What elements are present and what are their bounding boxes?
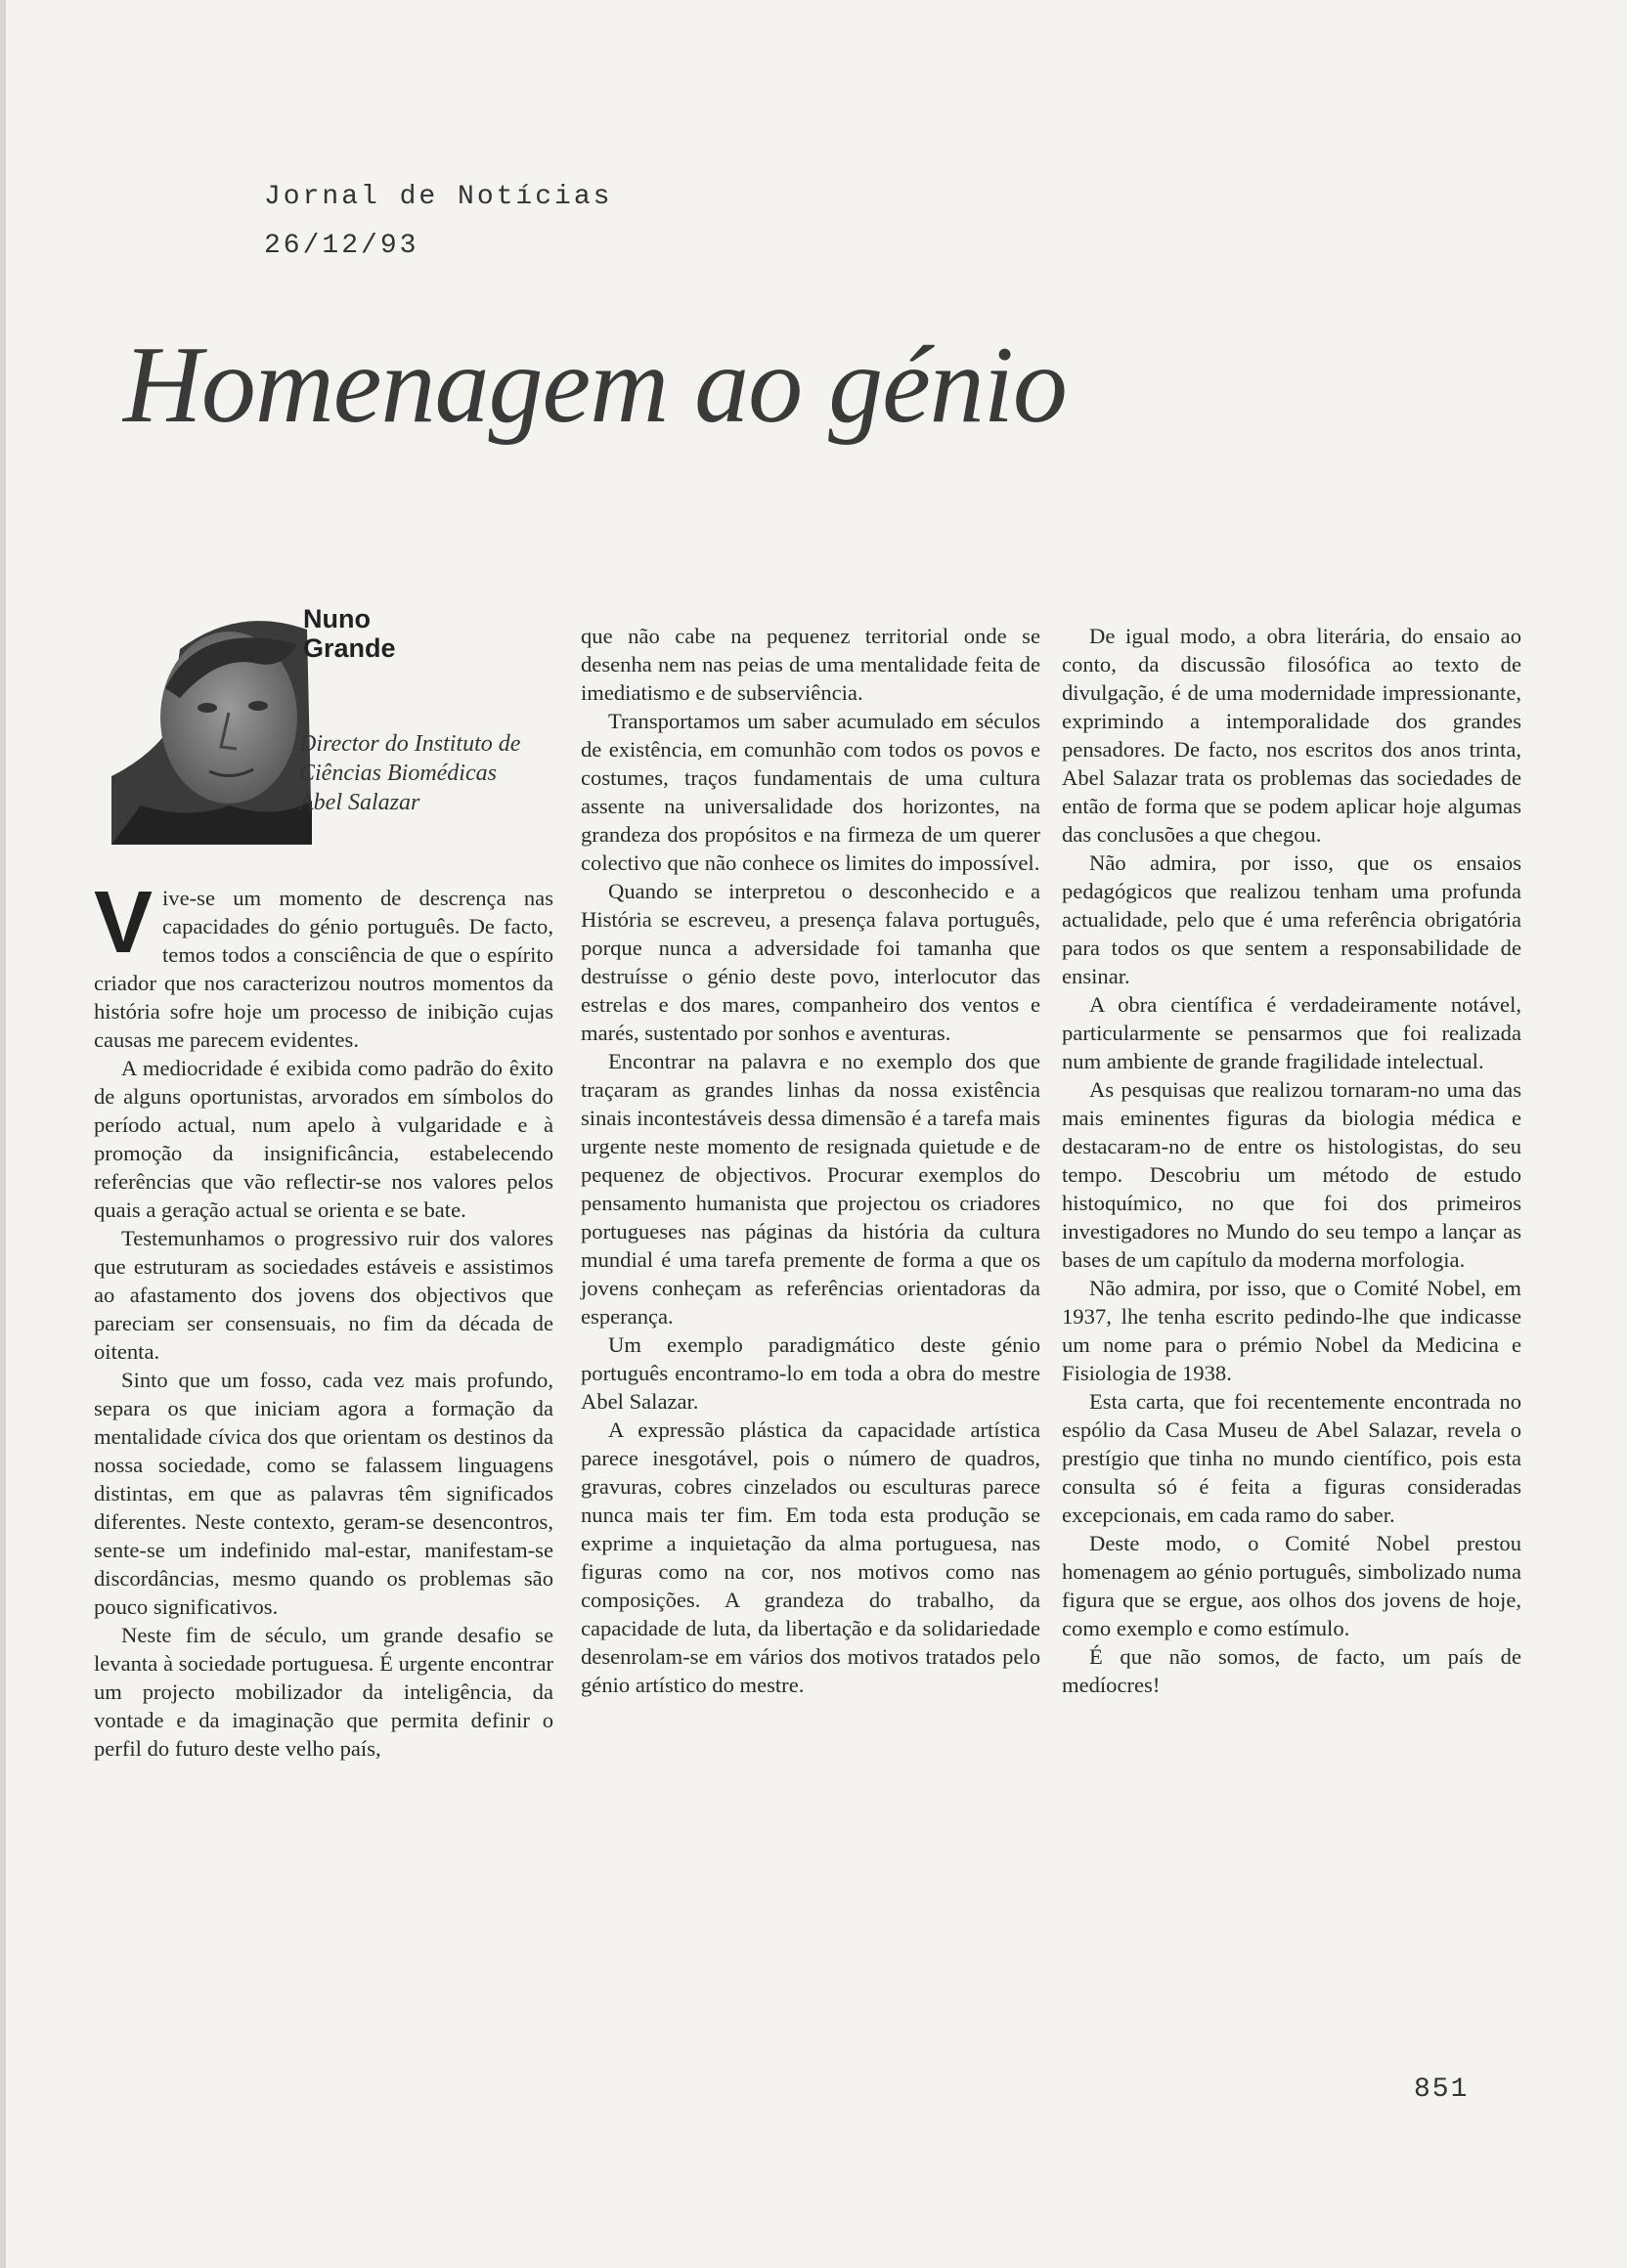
author-name: Nuno Grande	[303, 604, 396, 663]
article-paragraph: A expressão plástica da capacidade artística parece inesgotável, pois o número de quadros, gravuras, cobres cinzelados ou esculturas parece nunca mais ter fim. Em toda esta produção se exprime a inquietação da alma portuguesa, nas figuras como na cor, nos motivos como nas composições. A grandeza do trabalho, da capacidade de luta, da libertação e da solidariedade desenrolam-se em vários dos motivos tratados pelo génio artístico do mestre.	[581, 1418, 1040, 1697]
article-column-1	[94, 874, 553, 1763]
article-paragraph: Um exemplo paradigmático deste génio português encontramo-lo em toda a obra do mestre Abel Salazar.	[581, 1332, 1040, 1414]
article-paragraph: Sinto que um fosso, cada vez mais profundo, separa os que iniciam agora a formação da mentalidade cívica dos que orientam os destinos da nossa sociedade, como se falassem linguagens distintas, em que as palavras têm significados diferentes. Neste contexto, geram-se desencontros, sente-se um indefinido mal-estar, manifestam-se discordâncias, mesmo quando os problemas são pouco significativos.	[94, 1368, 553, 1619]
page-number: 851	[1414, 2074, 1470, 2105]
article-paragraph: que não cabe na pequenez territorial onde se desenha nem nas peias de uma mentalidade feita de imediatismo e de subserviência.	[581, 624, 1040, 705]
article-paragraph: É que não somos, de facto, um país de medíocres!	[1062, 1644, 1521, 1697]
article-paragraph: Não admira, por isso, que o Comité Nobel, em 1937, lhe tenha escrito pedindo-lhe que indicasse um nome para o prémio Nobel da Medicina e Fisiologia de 1938.	[1062, 1276, 1521, 1385]
article-paragraph: Quando se interpretou o desconhecido e a História se escreveu, a presença falava português, porque nunca a adversidade foi tamanha que destruísse o génio deste povo, interlocutor das estrelas e dos mares, companheiro dos ventos e marés, sustentado por sonhos e aventuras.	[581, 879, 1040, 1045]
dropcap: V	[94, 874, 154, 972]
article-paragraph: A mediocridade é exibida como padrão do êxito de alguns oportunistas, arvorados em símbolos do período actual, num apelo à vulgaridade e à promoção da insignificância, estabelecendo referências que vão reflectir-se nos valores pelos quais a geração actual se orienta e se bate.	[94, 1056, 553, 1222]
article-paragraph: Neste fim de século, um grande desafio se levanta à sociedade portuguesa. É urgente encontrar um projecto mobilizador da inteligência, da vontade e da imaginação que permita definir o perfil do futuro deste velho país,	[94, 1623, 553, 1761]
article-paragraph: Deste modo, o Comité Nobel prestou homenagem ao génio português, simbolizado numa figura que se ergue, aos olhos dos jovens de hoje, como exemplo e como estímulo.	[1062, 1531, 1521, 1640]
article-paragraph: Não admira, por isso, que os ensaios pedagógicos que realizou tenham uma profunda actualidade, pelo que é uma referência obrigatória para todos os que sentem a responsabilidade de ensinar.	[1062, 850, 1521, 988]
byline	[94, 604, 553, 878]
newspaper-source: Jornal de Notícias	[264, 182, 613, 212]
article-column-2	[581, 622, 1040, 1699]
article-paragraph: Transportamos um saber acumulado em séculos de existência, em comunhão com todos os povos e costumes, traços fundamentais de uma cultura assente na universalidade dos horizontes, na grandeza dos propósitos e na firmeza de um querer colectivo que não conhece os limites do impossível.	[581, 709, 1040, 875]
article-paragraph: De igual modo, a obra literária, do ensaio ao conto, da discussão filosófica ao texto de divulgação, é de uma modernidade impressionante, exprimindo a intemporalidade dos grandes pensadores. De facto, nos escritos dos anos trinta, Abel Salazar trata os problemas das sociedades de então de forma que se podem aplicar hoje algumas das conclusões a que chegou.	[1062, 624, 1521, 847]
article-paragraph: Esta carta, que foi recentemente encontrada no espólio da Casa Museu de Abel Salazar, revela o prestígio que tinha no mundo científico, pois esta consulta só é feita a figuras consideradas excepcionais, em cada ramo do saber.	[1062, 1389, 1521, 1527]
scan-edge	[0, 0, 6, 2268]
author-role: Director do Instituto de Ciências Biomédicas Abel Salazar	[299, 731, 521, 815]
publication-date: 26/12/93	[264, 231, 419, 261]
article-paragraph: As pesquisas que realizou tornaram-no uma das mais eminentes figuras da biologia médica e destacaram-no de entre os histologistas, do seu tempo. Descobriu um método de estudo histoquímico, no que foi dos primeiros investigadores no Mundo do seu tempo a lançar as bases de um capítulo da moderna morfologia.	[1062, 1077, 1521, 1272]
article-column-3	[1062, 622, 1521, 1699]
article-paragraph: Encontrar na palavra e no exemplo dos que traçaram as grandes linhas da nossa existência sinais incontestáveis dessa dimensão é a tarefa mais urgente neste momento de resignada quietude e de pequenez de objectivos. Procurar exemplos do pensamento humanista que projectou os criadores portugueses nas páginas da história da cultura mundial é uma tarefa premente de forma a que os jovens conheçam as referências orientadoras da esperança.	[581, 1049, 1040, 1329]
article-paragraph: A obra científica é verdadeiramente notável, particularmente se pensarmos que foi realizada num ambiente de grande fragilidade intelectual.	[1062, 992, 1521, 1073]
article-paragraph: Testemunhamos o progressivo ruir dos valores que estruturam as sociedades estáveis e assistimos ao afastamento dos jovens dos objectivos que pareciam ser consensuais, no fim da década de oitenta.	[94, 1226, 553, 1364]
headline: Homenagem ao génio	[123, 325, 1067, 446]
article-paragraph: Vive-se um momento de descrença nas capacidades do génio português. De facto, temos todos a consciência de que o espírito criador que nos caracterizou noutros momentos da história sofre hoje um processo de inibição cujas causas me parecem evidentes.	[94, 874, 553, 1052]
